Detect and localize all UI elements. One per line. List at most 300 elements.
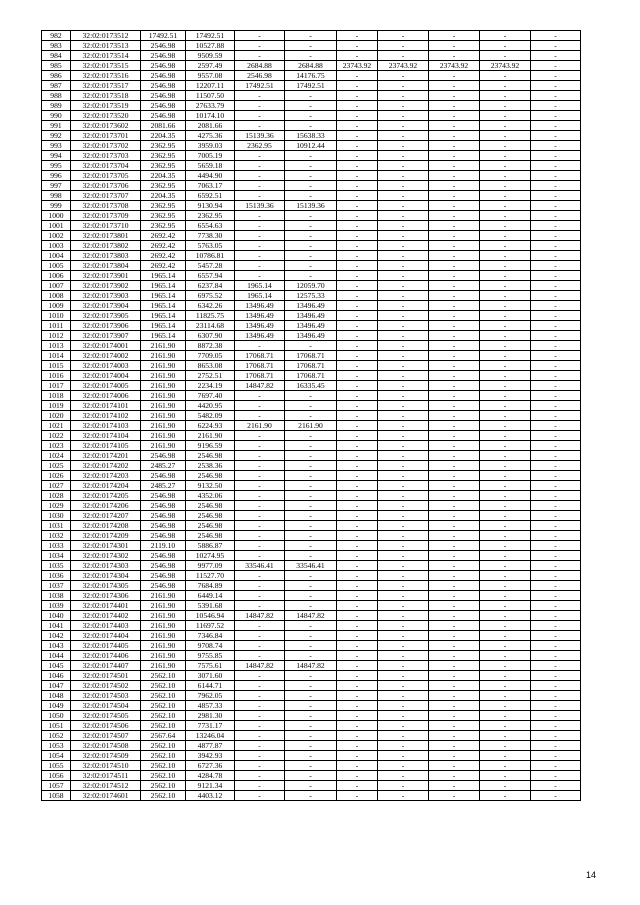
value-cell-7: - <box>429 601 480 611</box>
value-cell-5: - <box>337 41 378 51</box>
value-cell-3: - <box>235 261 285 271</box>
value-cell-9: - <box>531 391 581 401</box>
value-cell-5: - <box>337 661 378 671</box>
value-cell-2: 5482.09 <box>186 411 235 421</box>
table-row <box>42 411 581 421</box>
value-cell-8: - <box>480 361 531 371</box>
value-cell-1: 2161.90 <box>141 611 186 621</box>
value-cell-1: 2161.90 <box>141 371 186 381</box>
value-cell-4: - <box>285 411 337 421</box>
value-cell-1: 2204.35 <box>141 191 186 201</box>
value-cell-2: 2234.19 <box>186 381 235 391</box>
value-cell-5: 23743.92 <box>337 61 378 71</box>
value-cell-8: - <box>480 571 531 581</box>
value-cell-7: - <box>429 721 480 731</box>
value-cell-8: - <box>480 791 531 801</box>
cadastral-number-cell: 32:02:0174502 <box>71 681 141 691</box>
value-cell-9: - <box>531 411 581 421</box>
value-cell-3: - <box>235 341 285 351</box>
cadastral-number-cell: 32:02:0173904 <box>71 301 141 311</box>
table-row <box>42 81 581 91</box>
value-cell-5: - <box>337 201 378 211</box>
value-cell-5: - <box>337 401 378 411</box>
value-cell-8: - <box>480 271 531 281</box>
value-cell-6: - <box>378 671 429 681</box>
value-cell-4: - <box>285 391 337 401</box>
cadastral-number-cell: 32:02:0173519 <box>71 101 141 111</box>
table-row <box>42 731 581 741</box>
row-number-cell: 1048 <box>42 691 71 701</box>
value-cell-2: 7709.05 <box>186 351 235 361</box>
value-cell-6: - <box>378 601 429 611</box>
value-cell-2: 6342.26 <box>186 301 235 311</box>
value-cell-6: - <box>378 81 429 91</box>
table-row <box>42 471 581 481</box>
table-row <box>42 361 581 371</box>
value-cell-7: - <box>429 141 480 151</box>
value-cell-4: - <box>285 701 337 711</box>
value-cell-6: - <box>378 351 429 361</box>
value-cell-6: - <box>378 131 429 141</box>
cadastral-number-cell: 32:02:0174204 <box>71 481 141 491</box>
row-number-cell: 1016 <box>42 371 71 381</box>
row-number-cell: 1030 <box>42 511 71 521</box>
value-cell-2: 6975.52 <box>186 291 235 301</box>
value-cell-3: 13496.49 <box>235 311 285 321</box>
value-cell-5: - <box>337 331 378 341</box>
cadastral-number-cell: 32:02:0174504 <box>71 701 141 711</box>
value-cell-6: - <box>378 531 429 541</box>
row-number-cell: 1000 <box>42 211 71 221</box>
value-cell-7: - <box>429 81 480 91</box>
table-row <box>42 281 581 291</box>
value-cell-1: 2692.42 <box>141 251 186 261</box>
value-cell-6: - <box>378 591 429 601</box>
cadastral-number-cell: 32:02:0174002 <box>71 351 141 361</box>
cadastral-number-cell: 32:02:0173706 <box>71 181 141 191</box>
value-cell-6: - <box>378 451 429 461</box>
value-cell-3: - <box>235 791 285 801</box>
cadastral-number-cell: 32:02:0174302 <box>71 551 141 561</box>
value-cell-8: - <box>480 101 531 111</box>
cadastral-number-cell: 32:02:0173905 <box>71 311 141 321</box>
value-cell-1: 1965.14 <box>141 271 186 281</box>
value-cell-6: - <box>378 221 429 231</box>
value-cell-7: - <box>429 301 480 311</box>
cadastral-number-cell: 32:02:0174207 <box>71 511 141 521</box>
value-cell-7: - <box>429 31 480 41</box>
value-cell-8: - <box>480 761 531 771</box>
cadastral-number-cell: 32:02:0174203 <box>71 471 141 481</box>
value-cell-2: 9509.59 <box>186 51 235 61</box>
table-row <box>42 111 581 121</box>
table-row <box>42 791 581 801</box>
value-cell-6: - <box>378 331 429 341</box>
value-cell-5: - <box>337 751 378 761</box>
table-row <box>42 531 581 541</box>
value-cell-5: - <box>337 151 378 161</box>
value-cell-1: 2161.90 <box>141 391 186 401</box>
value-cell-4: - <box>285 621 337 631</box>
value-cell-8: - <box>480 131 531 141</box>
value-cell-3: - <box>235 591 285 601</box>
value-cell-5: - <box>337 301 378 311</box>
value-cell-9: - <box>531 671 581 681</box>
value-cell-3: 17068.71 <box>235 371 285 381</box>
value-cell-4: - <box>285 691 337 701</box>
value-cell-5: - <box>337 271 378 281</box>
value-cell-8: - <box>480 641 531 651</box>
value-cell-4: 14176.75 <box>285 71 337 81</box>
cadastral-number-cell: 32:02:0174001 <box>71 341 141 351</box>
cadastral-number-cell: 32:02:0174004 <box>71 371 141 381</box>
row-number-cell: 999 <box>42 201 71 211</box>
table-row <box>42 521 581 531</box>
value-cell-9: - <box>531 431 581 441</box>
value-cell-2: 2081.66 <box>186 121 235 131</box>
row-number-cell: 1014 <box>42 351 71 361</box>
row-number-cell: 1058 <box>42 791 71 801</box>
value-cell-5: - <box>337 671 378 681</box>
value-cell-2: 23114.68 <box>186 321 235 331</box>
value-cell-2: 3942.93 <box>186 751 235 761</box>
row-number-cell: 1020 <box>42 411 71 421</box>
value-cell-4: 13496.49 <box>285 311 337 321</box>
table-row <box>42 61 581 71</box>
value-cell-4: - <box>285 651 337 661</box>
cadastral-number-cell: 32:02:0173906 <box>71 321 141 331</box>
row-number-cell: 1054 <box>42 751 71 761</box>
value-cell-5: - <box>337 761 378 771</box>
value-cell-4: - <box>285 341 337 351</box>
value-cell-1: 2161.90 <box>141 421 186 431</box>
value-cell-8: - <box>480 191 531 201</box>
value-cell-8: - <box>480 241 531 251</box>
row-number-cell: 1056 <box>42 771 71 781</box>
value-cell-2: 6307.90 <box>186 331 235 341</box>
value-cell-9: - <box>531 91 581 101</box>
cadastral-number-cell: 32:02:0174304 <box>71 571 141 581</box>
cadastral-number-cell: 32:02:0173708 <box>71 201 141 211</box>
value-cell-1: 2546.98 <box>141 101 186 111</box>
value-cell-9: - <box>531 301 581 311</box>
value-cell-5: - <box>337 171 378 181</box>
value-cell-9: - <box>531 141 581 151</box>
value-cell-7: - <box>429 341 480 351</box>
value-cell-3: 1965.14 <box>235 281 285 291</box>
value-cell-3: - <box>235 211 285 221</box>
cadastral-number-cell: 32:02:0174403 <box>71 621 141 631</box>
table-row <box>42 421 581 431</box>
cadastral-number-cell: 32:02:0173903 <box>71 291 141 301</box>
row-number-cell: 1003 <box>42 241 71 251</box>
value-cell-9: - <box>531 31 581 41</box>
row-number-cell: 990 <box>42 111 71 121</box>
value-cell-1: 2362.95 <box>141 211 186 221</box>
row-number-cell: 1029 <box>42 501 71 511</box>
value-cell-2: 9708.74 <box>186 641 235 651</box>
value-cell-7: - <box>429 751 480 761</box>
value-cell-5: - <box>337 691 378 701</box>
value-cell-1: 2161.90 <box>141 431 186 441</box>
cadastral-number-cell: 32:02:0174405 <box>71 641 141 651</box>
value-cell-7: - <box>429 161 480 171</box>
value-cell-9: - <box>531 421 581 431</box>
value-cell-6: - <box>378 211 429 221</box>
value-cell-7: - <box>429 771 480 781</box>
value-cell-7: - <box>429 451 480 461</box>
value-cell-5: - <box>337 181 378 191</box>
table-row <box>42 661 581 671</box>
value-cell-4: - <box>285 271 337 281</box>
value-cell-8: - <box>480 681 531 691</box>
value-cell-1: 2161.90 <box>141 601 186 611</box>
value-cell-3: 2684.88 <box>235 61 285 71</box>
value-cell-8: - <box>480 51 531 61</box>
value-cell-6: - <box>378 181 429 191</box>
row-number-cell: 1015 <box>42 361 71 371</box>
value-cell-9: - <box>531 271 581 281</box>
value-cell-8: 23743.92 <box>480 61 531 71</box>
value-cell-3: - <box>235 391 285 401</box>
value-cell-9: - <box>531 701 581 711</box>
value-cell-1: 2546.98 <box>141 41 186 51</box>
value-cell-9: - <box>531 221 581 231</box>
value-cell-7: - <box>429 171 480 181</box>
value-cell-6: - <box>378 171 429 181</box>
value-cell-6: - <box>378 521 429 531</box>
value-cell-2: 2546.98 <box>186 511 235 521</box>
value-cell-5: - <box>337 221 378 231</box>
value-cell-9: - <box>531 561 581 571</box>
value-cell-6: - <box>378 461 429 471</box>
row-number-cell: 1026 <box>42 471 71 481</box>
row-number-cell: 1046 <box>42 671 71 681</box>
row-number-cell: 1023 <box>42 441 71 451</box>
value-cell-8: - <box>480 721 531 731</box>
cadastral-number-cell: 32:02:0174401 <box>71 601 141 611</box>
value-cell-9: - <box>531 101 581 111</box>
value-cell-3: - <box>235 771 285 781</box>
value-cell-1: 2161.90 <box>141 351 186 361</box>
value-cell-4: - <box>285 221 337 231</box>
cadastral-value-table <box>41 30 581 801</box>
cadastral-number-cell: 32:02:0174101 <box>71 401 141 411</box>
value-cell-5: - <box>337 551 378 561</box>
value-cell-4: - <box>285 631 337 641</box>
value-cell-9: - <box>531 691 581 701</box>
value-cell-7: - <box>429 631 480 641</box>
value-cell-4: 13496.49 <box>285 321 337 331</box>
value-cell-6: - <box>378 501 429 511</box>
value-cell-3: - <box>235 221 285 231</box>
table-row <box>42 751 581 761</box>
value-cell-2: 2546.98 <box>186 471 235 481</box>
value-cell-2: 4420.95 <box>186 401 235 411</box>
value-cell-7: - <box>429 411 480 421</box>
value-cell-8: - <box>480 431 531 441</box>
value-cell-9: - <box>531 81 581 91</box>
value-cell-4: - <box>285 51 337 61</box>
value-cell-4: - <box>285 761 337 771</box>
value-cell-4: 13496.49 <box>285 331 337 341</box>
value-cell-3: - <box>235 781 285 791</box>
value-cell-7: - <box>429 191 480 201</box>
cadastral-number-cell: 32:02:0173710 <box>71 221 141 231</box>
value-cell-6: - <box>378 391 429 401</box>
value-cell-8: - <box>480 141 531 151</box>
cadastral-number-cell: 32:02:0174407 <box>71 661 141 671</box>
value-cell-2: 7731.17 <box>186 721 235 731</box>
value-cell-7: - <box>429 681 480 691</box>
value-cell-2: 5659.18 <box>186 161 235 171</box>
row-number-cell: 995 <box>42 161 71 171</box>
value-cell-3: - <box>235 511 285 521</box>
row-number-cell: 1001 <box>42 221 71 231</box>
row-number-cell: 1017 <box>42 381 71 391</box>
value-cell-9: - <box>531 731 581 741</box>
value-cell-6: - <box>378 561 429 571</box>
value-cell-3: 14847.82 <box>235 611 285 621</box>
value-cell-4: 15638.33 <box>285 131 337 141</box>
table-row <box>42 41 581 51</box>
value-cell-4: 17068.71 <box>285 361 337 371</box>
value-cell-5: - <box>337 411 378 421</box>
value-cell-9: - <box>531 541 581 551</box>
value-cell-2: 5886.87 <box>186 541 235 551</box>
value-cell-6: - <box>378 251 429 261</box>
value-cell-5: - <box>337 461 378 471</box>
value-cell-8: - <box>480 281 531 291</box>
value-cell-4: - <box>285 401 337 411</box>
table-row <box>42 721 581 731</box>
cadastral-number-cell: 32:02:0174103 <box>71 421 141 431</box>
value-cell-7: - <box>429 621 480 631</box>
value-cell-9: - <box>531 741 581 751</box>
value-cell-1: 2562.10 <box>141 741 186 751</box>
value-cell-4: - <box>285 601 337 611</box>
value-cell-9: - <box>531 381 581 391</box>
value-cell-9: - <box>531 231 581 241</box>
value-cell-7: - <box>429 561 480 571</box>
value-cell-6: - <box>378 641 429 651</box>
value-cell-3: - <box>235 161 285 171</box>
value-cell-7: - <box>429 321 480 331</box>
value-cell-1: 2362.95 <box>141 151 186 161</box>
cadastral-number-cell: 32:02:0173902 <box>71 281 141 291</box>
value-cell-3: - <box>235 41 285 51</box>
table-row <box>42 671 581 681</box>
value-cell-5: - <box>337 321 378 331</box>
value-cell-2: 2546.98 <box>186 521 235 531</box>
value-cell-4: - <box>285 671 337 681</box>
value-cell-5: - <box>337 211 378 221</box>
cadastral-number-cell: 32:02:0174208 <box>71 521 141 531</box>
value-cell-5: - <box>337 481 378 491</box>
value-cell-9: - <box>531 451 581 461</box>
value-cell-9: - <box>531 471 581 481</box>
cadastral-number-cell: 32:02:0174209 <box>71 531 141 541</box>
cadastral-number-cell: 32:02:0173602 <box>71 121 141 131</box>
value-cell-1: 2546.98 <box>141 501 186 511</box>
table-row <box>42 151 581 161</box>
value-cell-9: - <box>531 621 581 631</box>
value-cell-2: 7575.61 <box>186 661 235 671</box>
value-cell-3: 1965.14 <box>235 291 285 301</box>
value-cell-2: 2538.36 <box>186 461 235 471</box>
value-cell-1: 1965.14 <box>141 311 186 321</box>
value-cell-5: - <box>337 261 378 271</box>
value-cell-1: 2567.64 <box>141 731 186 741</box>
value-cell-8: - <box>480 781 531 791</box>
value-cell-9: - <box>531 201 581 211</box>
page-number: 14 <box>585 870 596 880</box>
value-cell-3: 2362.95 <box>235 141 285 151</box>
value-cell-3: - <box>235 181 285 191</box>
row-number-cell: 1043 <box>42 641 71 651</box>
value-cell-8: - <box>480 331 531 341</box>
value-cell-3: - <box>235 761 285 771</box>
value-cell-6: - <box>378 141 429 151</box>
value-cell-3: 13496.49 <box>235 301 285 311</box>
value-cell-5: - <box>337 421 378 431</box>
table-row <box>42 251 581 261</box>
table-row <box>42 241 581 251</box>
value-cell-1: 1965.14 <box>141 291 186 301</box>
value-cell-7: - <box>429 131 480 141</box>
value-cell-6: - <box>378 731 429 741</box>
value-cell-2: 6554.63 <box>186 221 235 231</box>
value-cell-6: - <box>378 741 429 751</box>
value-cell-9: - <box>531 251 581 261</box>
value-cell-5: - <box>337 541 378 551</box>
value-cell-5: - <box>337 711 378 721</box>
table-row <box>42 341 581 351</box>
value-cell-3: - <box>235 31 285 41</box>
cadastral-number-cell: 32:02:0174202 <box>71 461 141 471</box>
value-cell-5: - <box>337 591 378 601</box>
value-cell-1: 2081.66 <box>141 121 186 131</box>
value-cell-6: - <box>378 611 429 621</box>
value-cell-2: 12207.11 <box>186 81 235 91</box>
value-cell-2: 2546.98 <box>186 501 235 511</box>
value-cell-3: 17068.71 <box>235 361 285 371</box>
value-cell-2: 9557.08 <box>186 71 235 81</box>
value-cell-3: - <box>235 491 285 501</box>
value-cell-1: 2546.98 <box>141 521 186 531</box>
value-cell-1: 1965.14 <box>141 321 186 331</box>
value-cell-5: - <box>337 741 378 751</box>
table-row <box>42 181 581 191</box>
value-cell-5: - <box>337 81 378 91</box>
cadastral-number-cell: 32:02:0174404 <box>71 631 141 641</box>
value-cell-7: - <box>429 461 480 471</box>
value-cell-7: - <box>429 261 480 271</box>
row-number-cell: 1055 <box>42 761 71 771</box>
value-cell-5: - <box>337 621 378 631</box>
table-row <box>42 221 581 231</box>
value-cell-4: 2684.88 <box>285 61 337 71</box>
value-cell-7: - <box>429 71 480 81</box>
table-row <box>42 31 581 41</box>
cadastral-number-cell: 32:02:0174301 <box>71 541 141 551</box>
value-cell-3: 2161.90 <box>235 421 285 431</box>
value-cell-6: - <box>378 571 429 581</box>
value-cell-8: - <box>480 651 531 661</box>
value-cell-7: - <box>429 241 480 251</box>
value-cell-3: 33546.41 <box>235 561 285 571</box>
value-cell-4: - <box>285 161 337 171</box>
